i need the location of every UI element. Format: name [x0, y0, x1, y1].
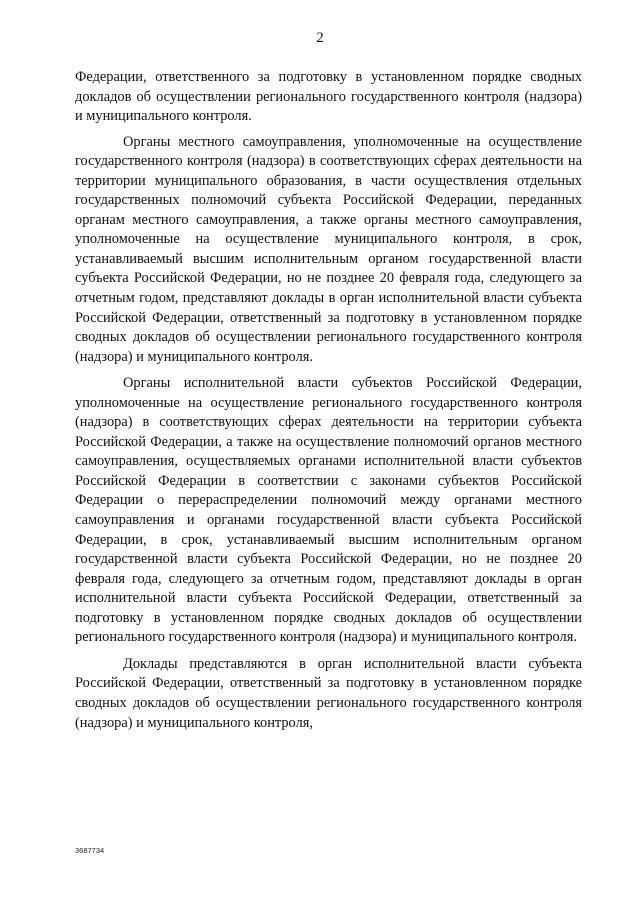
document-code: 3687734	[75, 846, 105, 855]
page-number: 2	[316, 30, 324, 46]
paragraph-local-self-government: Органы местного самоуправления, уполномоченные на осуществление государственного контроля (надзора) в соответствующих сферах деятельности на территории муниципального образования, в части осуществления отдельных государственных полномочий субъекта Российской Федерации, переданных органам местного самоуправления, а также органы местного самоуправления, уполномоченные на осуществление муниципального контроля, в срок, устанавливаемый высшим исполнительным органом государственной власти субъекта Российской Федерации, но не позднее 20 февраля года, следующего за отчетным годом, представляют доклады в орган исполнительной власти субъекта Российской Федерации, ответственный за подготовку в установленном порядке сводных докладов об осуществлении регионального государственного контроля (надзора) и муниципального контроля.	[75, 133, 582, 365]
paragraph-continuation: Федерации, ответственного за подготовку в установленном порядке сводных докладов об осуществлении регионального государственного контроля (надзора) и муниципального контроля.	[75, 69, 582, 125]
document-body	[75, 68, 582, 733]
paragraph-executive-bodies: Органы исполнительной власти субъектов Российской Федерации, уполномоченные на осуществление регионального государственного контроля (надзора) в соответствующих сферах деятельности на территории субъекта Российской Федерации, а также на осуществление полномочий органов местного самоуправления, осуществляемых органами исполнительной власти субъектов Российской Федерации в соответствии с законами субъектов Российской Федерации о перераспределении полномочий между органами местного самоуправления и органами государственной власти субъекта Российской Федерации, в срок, устанавливаемый высшим исполнительным органом государственной власти субъекта Российской Федерации, но не позднее 20 февраля года, следующего за отчетным годом, представляют доклады в орган исполнительной власти субъекта Российской Федерации, ответственный за подготовку в установленном порядке сводных докладов об осуществлении регионального государственного контроля (надзора) и муниципального контроля.	[75, 375, 582, 646]
paragraph-reports-submission: Доклады представляются в орган исполнительной власти субъекта Российской Федерации, ответственный за подготовку в установленном порядке сводных докладов об осуществлении регионального государственного контроля (надзора) и муниципального контроля,	[75, 655, 582, 731]
